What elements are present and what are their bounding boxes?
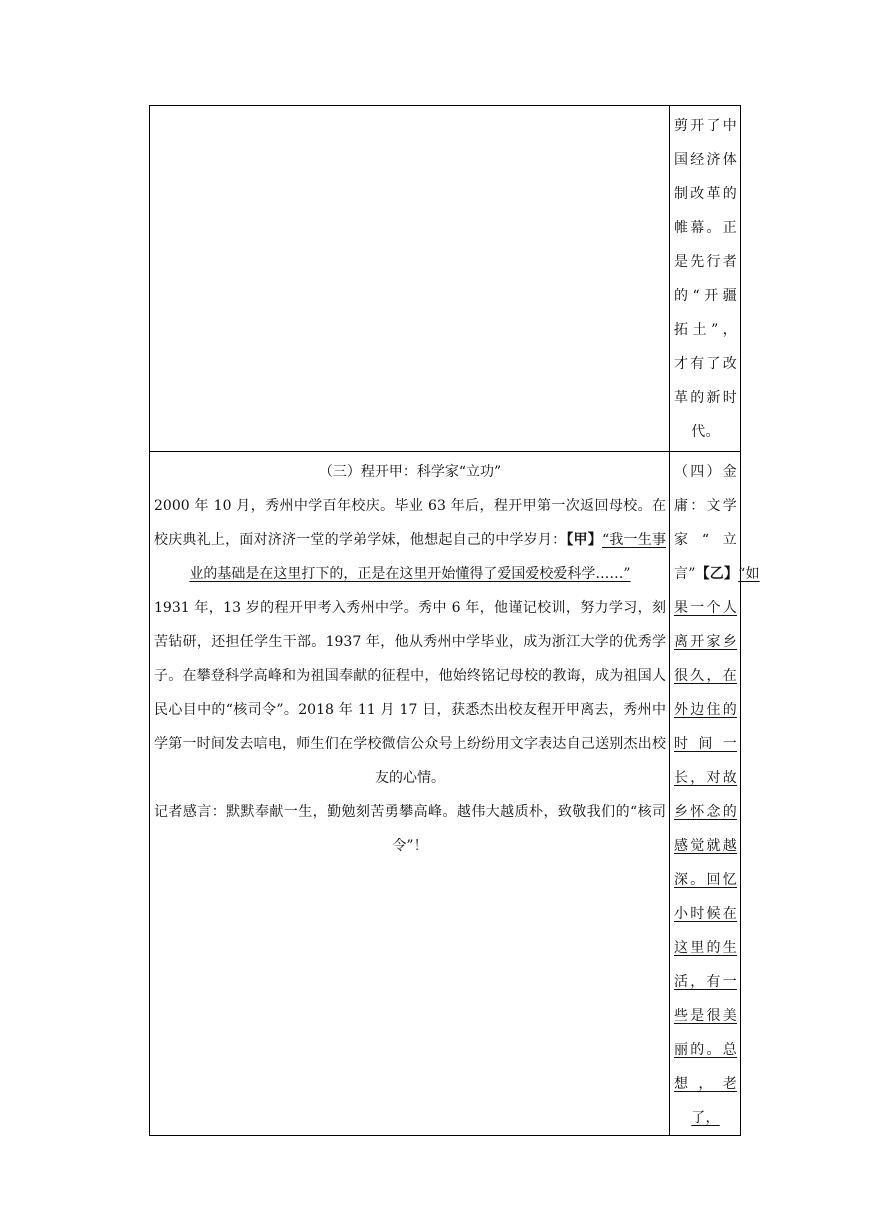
paragraph-1-text: 2000 年 10 月，秀州中学百年校庆。毕业 63 年后，程开甲第一次返回母校。在校庆典礼上，面对济济一堂的学弟学妹，他想起自己的中学岁月：: [154, 498, 666, 548]
marker-jia: 【甲】: [566, 532, 602, 548]
narrow-cell-top: [670, 106, 741, 452]
table-row: [150, 452, 741, 1136]
section4-text: [670, 452, 760, 1135]
table-row: [150, 106, 741, 452]
underlined-quote-jia: “我一生事业的基础是在这里打下的，正是在这里开始懂得了爱国爱校爱科学……”: [189, 532, 666, 582]
section3-paragraph-2: 1931 年，13 岁的程开甲考入秀州中学。秀中 6 年，他谨记校训，努力学习，刻苦钻研，还担任学生干部。1937 年，他从秀州中学毕业，成为浙江大学的优秀学子。在攀登科学高峰和为祖国奉献的征程中，他始终铭记母校的教诲，成为祖国人民心目中的“核司令”。2018 年 11 月 17 日，获悉杰出校友程开甲离去，秀州中学第一时间发去唁电，师生们在学校微信公众号上纷纷用文字表达自己送别杰出校友的心情。: [154, 600, 666, 786]
section3-paragraph-1: [154, 489, 666, 591]
marker-yi: 【乙】: [695, 566, 739, 582]
reporter-comment: 记者感言：默默奉献一生，勤勉刻苦勇攀高峰。越伟大越质朴，致敬我们的“核司令”！: [154, 804, 666, 854]
section2-tail-text: 剪开了中国经济体制改革的帷幕。正是先行者的“开疆拓土”，才有了改革的新时代。: [674, 118, 737, 440]
empty-cell: [150, 106, 670, 452]
document-table: [149, 105, 760, 1136]
section4-heading: （四）金庸：文学家“立言”: [674, 464, 737, 582]
section3-heading: （三）程开甲：科学家“立功”: [318, 464, 502, 480]
section4-cell: [670, 452, 760, 1136]
section3-cell: [150, 452, 670, 1136]
underlined-quote-yi: “如果一个人离开家乡很久，在外边住的时间一长，对故乡怀念的感觉就越深。回忆小时候在这里的生活，有一些是很美丽的。总想，老了，: [674, 566, 760, 1126]
